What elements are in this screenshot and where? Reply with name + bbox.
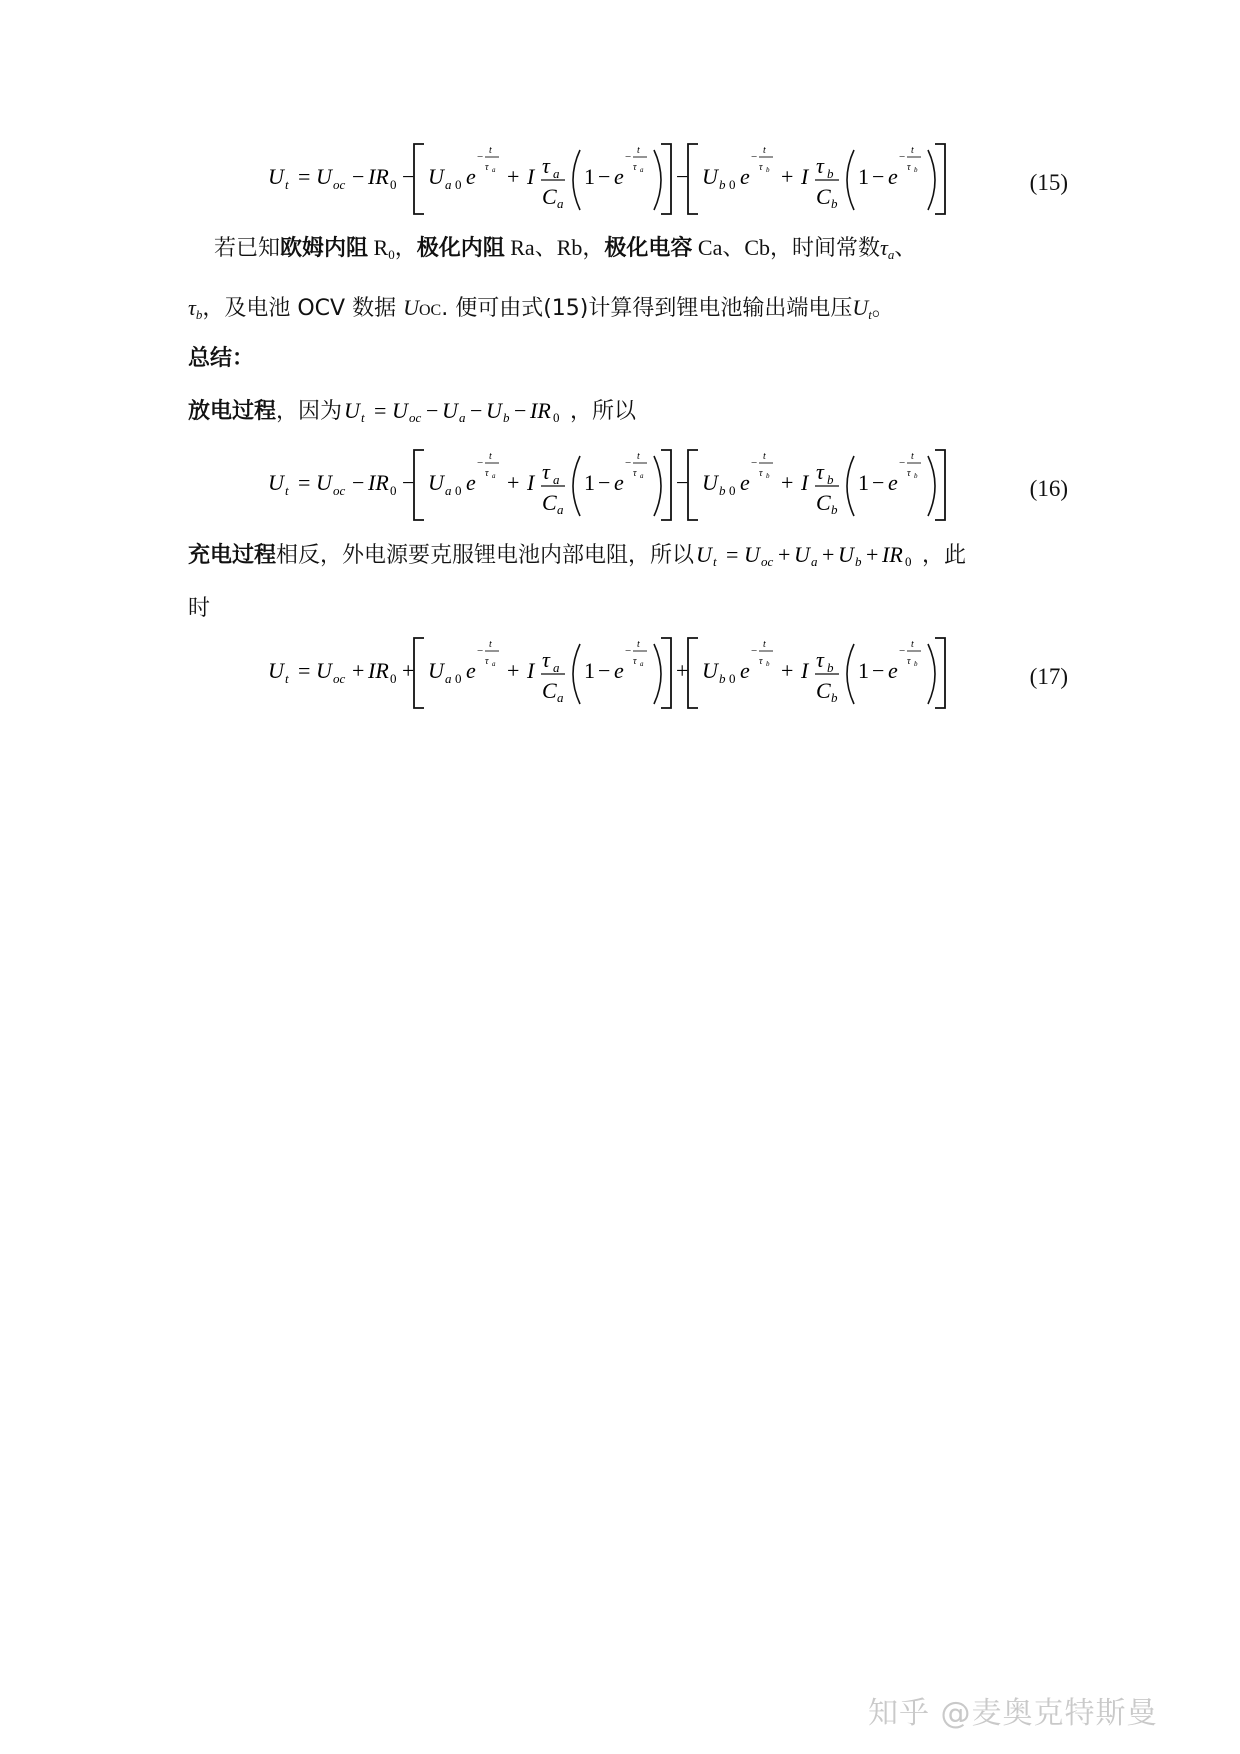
math-glyph: a xyxy=(445,177,452,192)
svg-text:+: + xyxy=(778,542,791,567)
math-glyph: U xyxy=(428,658,444,683)
text: ，此 xyxy=(922,543,967,568)
svg-text:0: 0 xyxy=(905,554,912,569)
math-glyph: 1 xyxy=(858,470,869,495)
math-glyph: t xyxy=(911,451,914,462)
svg-text:U: U xyxy=(794,542,810,567)
svg-text:t: t xyxy=(361,410,365,425)
text: R xyxy=(368,235,389,260)
math-glyph: a xyxy=(640,660,644,668)
math-glyph: U xyxy=(316,470,332,495)
math-glyph: τ xyxy=(759,656,763,667)
math-glyph: oc xyxy=(333,483,346,498)
math-glyph: τ xyxy=(816,153,824,178)
math-stroke xyxy=(573,644,580,704)
equation-17-formula xyxy=(268,634,968,730)
math-glyph: C xyxy=(542,678,557,703)
svg-text:−: − xyxy=(426,398,439,423)
math-glyph: − xyxy=(477,151,484,163)
svg-text:IR: IR xyxy=(530,398,551,423)
text: 若已知 xyxy=(214,236,281,261)
svg-text:U: U xyxy=(344,398,360,423)
bold-term: 极化内阻 xyxy=(416,236,505,261)
math-glyph: e xyxy=(740,470,750,495)
math-glyph: − xyxy=(625,457,632,469)
math-glyph: t xyxy=(911,639,914,650)
math-glyph: b xyxy=(831,196,838,211)
tau-symbol: τ xyxy=(880,235,888,260)
svg-text:a: a xyxy=(811,554,818,569)
math-stroke xyxy=(654,150,661,210)
math-glyph: τ xyxy=(485,162,489,173)
paragraph-known-params xyxy=(188,233,1068,270)
math-glyph: + xyxy=(352,658,365,683)
math-glyph: 0 xyxy=(455,483,462,498)
svg-text:−: − xyxy=(514,398,527,423)
voltage-symbol: U xyxy=(403,295,419,320)
math-glyph: C xyxy=(816,678,831,703)
math-glyph: b xyxy=(719,671,726,686)
math-glyph: τ xyxy=(907,468,911,479)
bold-term: 欧姆内阻 xyxy=(280,236,369,261)
math-glyph: IR xyxy=(368,164,389,189)
math-glyph: − xyxy=(676,164,689,189)
svg-text:b: b xyxy=(503,410,510,425)
math-glyph: τ xyxy=(542,647,550,672)
math-glyph: 0 xyxy=(729,483,736,498)
svg-text:−: − xyxy=(470,398,483,423)
math-glyph: a xyxy=(445,483,452,498)
math-glyph: τ xyxy=(816,647,824,672)
math-glyph: τ xyxy=(907,656,911,667)
math-glyph: C xyxy=(816,184,831,209)
math-glyph: − xyxy=(598,164,611,189)
math-glyph: − xyxy=(899,151,906,163)
math-stroke xyxy=(688,638,698,708)
math-glyph: − xyxy=(625,151,632,163)
math-glyph: b xyxy=(719,483,726,498)
summary-heading: 总结： xyxy=(188,346,255,371)
math-glyph: b xyxy=(766,472,770,480)
math-glyph: e xyxy=(466,470,476,495)
svg-text:+: + xyxy=(866,542,879,567)
math-glyph: τ xyxy=(633,468,637,479)
math-glyph: I xyxy=(801,470,809,495)
bold-term: 充电过程 xyxy=(188,543,277,568)
charge-line xyxy=(188,540,1068,571)
math-glyph: 1 xyxy=(858,164,869,189)
math-glyph: a xyxy=(492,472,496,480)
math-glyph: b xyxy=(914,660,918,668)
math-glyph: + xyxy=(781,658,794,683)
text: 、 xyxy=(894,236,917,261)
math-glyph: + xyxy=(507,164,520,189)
math-glyph: 0 xyxy=(390,671,397,686)
math-glyph: t xyxy=(285,483,289,498)
math-stroke xyxy=(847,150,854,210)
math-glyph: − xyxy=(872,470,885,495)
math-glyph: e xyxy=(614,658,624,683)
math-glyph: t xyxy=(637,639,640,650)
math-stroke xyxy=(661,638,671,708)
math-glyph: b xyxy=(831,690,838,705)
math-glyph: e xyxy=(740,164,750,189)
math-glyph: a xyxy=(553,660,560,675)
math-glyph: U xyxy=(268,164,284,189)
math-stroke xyxy=(935,144,945,214)
math-glyph: − xyxy=(598,470,611,495)
math-glyph: e xyxy=(614,164,624,189)
math-glyph: 0 xyxy=(390,483,397,498)
math-glyph: 1 xyxy=(584,658,595,683)
math-glyph: a xyxy=(557,502,564,517)
math-glyph: I xyxy=(527,470,535,495)
math-glyph: IR xyxy=(368,658,389,683)
svg-text:t: t xyxy=(713,554,717,569)
svg-text:U: U xyxy=(392,398,408,423)
math-glyph: U xyxy=(428,470,444,495)
math-glyph: a xyxy=(557,196,564,211)
math-glyph: e xyxy=(466,164,476,189)
text: . 便可由式(15)计算得到锂电池输出端电压 xyxy=(441,296,853,321)
math-glyph: t xyxy=(763,639,766,650)
math-glyph: − xyxy=(872,658,885,683)
svg-text:U: U xyxy=(838,542,854,567)
math-glyph: a xyxy=(557,690,564,705)
svg-text:oc: oc xyxy=(761,554,774,569)
math-glyph: U xyxy=(268,470,284,495)
math-stroke xyxy=(688,144,698,214)
bold-term: 放电过程 xyxy=(188,399,277,424)
math-glyph: 1 xyxy=(584,470,595,495)
math-stroke xyxy=(573,456,580,516)
math-glyph: − xyxy=(598,658,611,683)
text: ，及电池 OCV 数据 xyxy=(202,296,404,321)
math-glyph: b xyxy=(719,177,726,192)
math-glyph: a xyxy=(553,472,560,487)
tau-symbol: τ xyxy=(188,295,196,320)
math-glyph: − xyxy=(625,645,632,657)
math-glyph: − xyxy=(676,470,689,495)
paragraph-ocv xyxy=(188,293,1068,330)
math-stroke xyxy=(661,450,671,520)
text: Ra、Rb， xyxy=(504,235,605,260)
svg-text:=: = xyxy=(726,542,739,567)
equation-number: (15) xyxy=(1029,170,1068,195)
math-glyph: − xyxy=(352,164,365,189)
svg-text:0: 0 xyxy=(553,410,560,425)
math-glyph: b xyxy=(766,660,770,668)
math-stroke xyxy=(928,456,935,516)
math-glyph: + xyxy=(402,658,415,683)
math-glyph: τ xyxy=(633,162,637,173)
math-glyph: I xyxy=(527,658,535,683)
math-glyph: τ xyxy=(485,468,489,479)
math-glyph: + xyxy=(781,164,794,189)
math-glyph: I xyxy=(801,658,809,683)
svg-text:+: + xyxy=(822,542,835,567)
bold-term: 极化电容 xyxy=(604,236,693,261)
math-glyph: − xyxy=(899,645,906,657)
math-glyph: U xyxy=(702,470,718,495)
math-glyph: a xyxy=(640,166,644,174)
svg-text:a: a xyxy=(459,410,466,425)
svg-text:IR: IR xyxy=(882,542,903,567)
math-glyph: − xyxy=(899,457,906,469)
math-glyph: e xyxy=(888,658,898,683)
math-glyph: t xyxy=(763,145,766,156)
math-glyph: − xyxy=(477,645,484,657)
svg-text:U: U xyxy=(744,542,760,567)
math-glyph: U xyxy=(268,658,284,683)
math-glyph: t xyxy=(489,145,492,156)
math-glyph: t xyxy=(285,671,289,686)
voltage-symbol: U xyxy=(852,295,869,320)
math-glyph: a xyxy=(445,671,452,686)
charge-inline-formula xyxy=(694,540,922,570)
math-glyph: U xyxy=(702,658,718,683)
math-stroke xyxy=(847,644,854,704)
math-glyph: e xyxy=(740,658,750,683)
subscript: a xyxy=(887,247,895,262)
subscript: OC xyxy=(418,302,442,319)
discharge-inline-formula xyxy=(342,396,570,426)
math-glyph: τ xyxy=(816,459,824,484)
math-glyph: = xyxy=(298,658,311,683)
math-glyph: 0 xyxy=(455,671,462,686)
math-glyph: a xyxy=(640,472,644,480)
svg-text:U: U xyxy=(486,398,502,423)
math-glyph: τ xyxy=(759,162,763,173)
math-stroke xyxy=(935,450,945,520)
math-glyph: b xyxy=(827,660,834,675)
svg-text:=: = xyxy=(374,398,387,423)
math-glyph: − xyxy=(751,457,758,469)
math-glyph: t xyxy=(763,451,766,462)
equation-number: (16) xyxy=(1029,476,1068,501)
discharge-line xyxy=(188,396,1068,427)
text: ， xyxy=(394,236,417,261)
math-glyph: − xyxy=(872,164,885,189)
math-glyph: − xyxy=(751,645,758,657)
math-glyph: 0 xyxy=(729,671,736,686)
math-glyph: I xyxy=(527,164,535,189)
math-glyph: τ xyxy=(542,459,550,484)
math-glyph: = xyxy=(298,470,311,495)
math-glyph: U xyxy=(428,164,444,189)
math-glyph: C xyxy=(542,184,557,209)
svg-text:U: U xyxy=(442,398,458,423)
svg-text:b: b xyxy=(855,554,862,569)
math-glyph: U xyxy=(316,658,332,683)
math-glyph: t xyxy=(911,145,914,156)
math-glyph: 0 xyxy=(390,177,397,192)
math-glyph: 1 xyxy=(584,164,595,189)
math-glyph: t xyxy=(489,451,492,462)
math-glyph: a xyxy=(492,660,496,668)
math-glyph: 1 xyxy=(858,658,869,683)
text: 相反，外电源要克服锂电池内部电阻，所以 xyxy=(276,543,695,568)
math-glyph: τ xyxy=(485,656,489,667)
math-glyph: = xyxy=(298,164,311,189)
math-glyph: − xyxy=(477,457,484,469)
math-glyph: e xyxy=(888,164,898,189)
math-stroke xyxy=(935,638,945,708)
equation-number: (17) xyxy=(1029,664,1068,689)
subscript: b xyxy=(195,307,203,322)
math-glyph: t xyxy=(285,177,289,192)
math-glyph: b xyxy=(827,166,834,181)
math-glyph: IR xyxy=(368,470,389,495)
math-glyph: + xyxy=(781,470,794,495)
math-glyph: t xyxy=(489,639,492,650)
math-glyph: e xyxy=(614,470,624,495)
math-glyph: + xyxy=(507,658,520,683)
equation-17 xyxy=(268,634,1068,730)
math-glyph: τ xyxy=(633,656,637,667)
math-glyph: 0 xyxy=(729,177,736,192)
math-glyph: + xyxy=(507,470,520,495)
math-glyph: + xyxy=(676,658,689,683)
math-glyph: U xyxy=(702,164,718,189)
math-glyph: I xyxy=(801,164,809,189)
math-stroke xyxy=(847,456,854,516)
math-glyph: b xyxy=(831,502,838,517)
math-glyph: b xyxy=(827,472,834,487)
math-glyph: − xyxy=(751,151,758,163)
charge-line-continued: 时 xyxy=(188,596,211,621)
math-glyph: a xyxy=(492,166,496,174)
math-glyph: U xyxy=(316,164,332,189)
math-stroke xyxy=(414,450,424,520)
math-stroke xyxy=(414,144,424,214)
text: Ca、Cb，时间常数 xyxy=(692,235,881,260)
math-stroke xyxy=(654,456,661,516)
math-glyph: τ xyxy=(907,162,911,173)
math-glyph: oc xyxy=(333,177,346,192)
math-glyph: a xyxy=(553,166,560,181)
math-glyph: b xyxy=(914,166,918,174)
math-glyph: τ xyxy=(542,153,550,178)
equation-16 xyxy=(268,446,1068,542)
svg-text:oc: oc xyxy=(409,410,422,425)
math-glyph: − xyxy=(402,470,415,495)
watermark: 知乎 @麦奥克特斯曼 xyxy=(868,1696,1158,1731)
math-glyph: e xyxy=(466,658,476,683)
math-stroke xyxy=(928,150,935,210)
math-stroke xyxy=(688,450,698,520)
equation-15-formula xyxy=(268,140,968,236)
math-glyph: − xyxy=(402,164,415,189)
subscript: 0 xyxy=(388,247,395,262)
math-glyph: t xyxy=(637,145,640,156)
math-stroke xyxy=(661,144,671,214)
math-glyph: e xyxy=(888,470,898,495)
math-stroke xyxy=(573,150,580,210)
math-glyph: 0 xyxy=(455,177,462,192)
text: ，因为 xyxy=(276,399,343,424)
math-glyph: t xyxy=(637,451,640,462)
math-glyph: oc xyxy=(333,671,346,686)
svg-text:U: U xyxy=(696,542,712,567)
math-glyph: − xyxy=(352,470,365,495)
math-glyph: C xyxy=(542,490,557,515)
math-glyph: C xyxy=(816,490,831,515)
math-stroke xyxy=(928,644,935,704)
math-stroke xyxy=(654,644,661,704)
math-stroke xyxy=(414,638,424,708)
math-glyph: b xyxy=(914,472,918,480)
subscript: t xyxy=(868,307,872,322)
equation-15 xyxy=(268,140,1068,236)
math-glyph: τ xyxy=(759,468,763,479)
text: ，所以 xyxy=(570,399,637,424)
equation-16-formula xyxy=(268,446,968,542)
text: 。 xyxy=(871,296,894,321)
math-glyph: b xyxy=(766,166,770,174)
